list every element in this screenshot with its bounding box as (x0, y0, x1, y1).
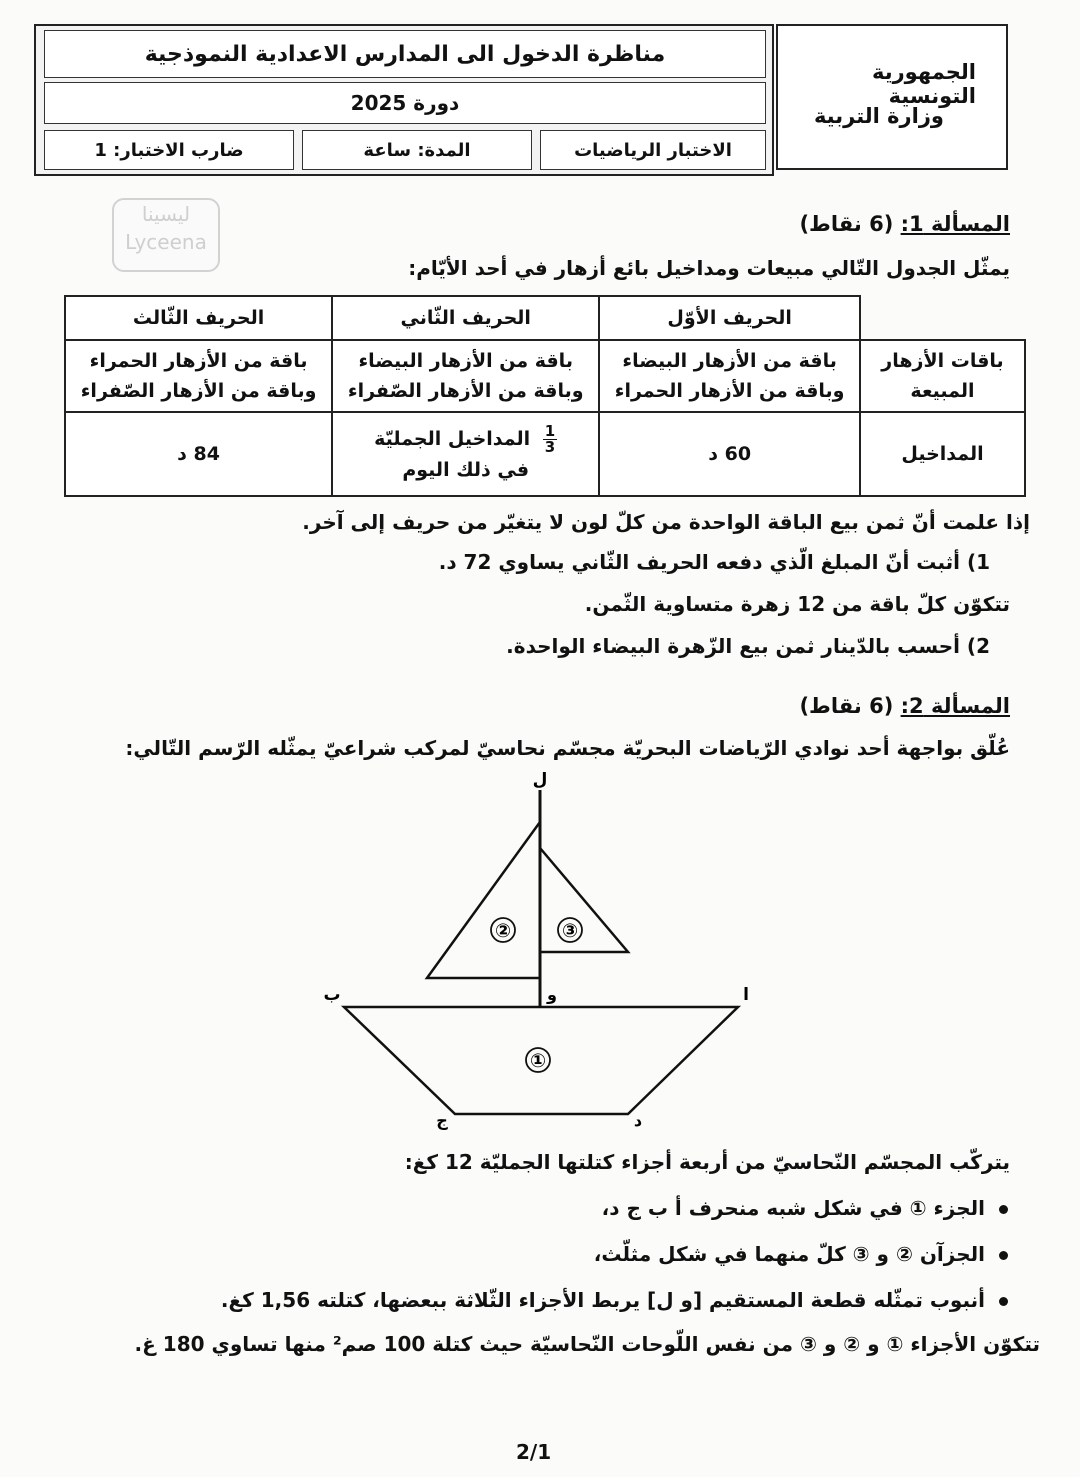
point-label-bottom-left: ج (436, 1111, 448, 1130)
page-number: 2/1 (516, 1440, 552, 1464)
row-label-income: المداخيل (860, 412, 1025, 496)
problem1-points: (6 نقاط) (799, 212, 894, 236)
problem2-points: (6 نقاط) (799, 694, 894, 718)
point-label-mid: و (547, 985, 557, 1004)
cell-bouquets-3-line1: باقة من الأزهار الحمراء (89, 350, 308, 372)
header-client-1: الحريف الأوّل (599, 296, 860, 340)
row-label-bouquets: باقات الأزهار المبيعة (860, 340, 1025, 412)
coefficient-cell: ضارب الاختبار: 1 (44, 130, 294, 170)
watermark-latin: Lyceena (125, 230, 207, 254)
sail-left-triangle (427, 822, 540, 978)
problem1-question1: 1) أثبت أنّ المبلغ الّذي دفعه الحريف الثّاني يساوي 72 د. (438, 550, 990, 574)
cell-bouquets-2-line1: باقة من الأزهار البيضاء (358, 350, 573, 372)
point-label-top: ل (532, 770, 548, 790)
watermark-arabic: ليسينا (141, 202, 191, 226)
problem1-title: المسألة 1: (900, 212, 1010, 236)
cell-income-1: 60 د (599, 412, 860, 496)
point-label-left: ب (323, 985, 341, 1005)
bullet-item (602, 1196, 1008, 1220)
bullet-dot (999, 1297, 1008, 1306)
problem2-composition: يتركّب المجسّم النّحاسيّ من أربعة أجزاء كتلتها الجمليّة 12 كغ: (404, 1150, 1010, 1174)
duration-cell: المدة: ساعة (302, 130, 532, 170)
problem1-info: تتكوّن كلّ باقة من 12 زهرة متساوية الثّمن. (584, 592, 1010, 616)
cell-income-2-text2: في ذلك اليوم (402, 458, 530, 481)
cell-bouquets-3-line2: وباقة من الأزهار الصّفراء (80, 380, 317, 402)
header-client-3: الحريف الثّالث (65, 296, 332, 340)
ministry-label: وزارة التربية (813, 104, 944, 128)
session-label: دورة 2025 (44, 82, 766, 124)
exam-title: مناظرة الدخول الى المدارس الاعدادية النموذجية (44, 30, 766, 78)
header-client-2: الحريف الثّاني (332, 296, 599, 340)
cell-bouquets-1-line2: وباقة من الأزهار الحمراء (614, 380, 845, 402)
fraction-denominator: 3 (544, 437, 556, 456)
cell-bouquets-1-line1: باقة من الأزهار البيضاء (622, 350, 837, 372)
bullet-text-1: الجزء ① في شكل شبه منحرف أ ب ج د، (601, 1196, 985, 1220)
bullet-text-2: الجزآن ② و ③ كلّ منهما في شكل مثلّث، (593, 1242, 985, 1266)
bullet-dot (999, 1205, 1008, 1214)
bullet-dot (999, 1251, 1008, 1260)
problem1-question2: 2) أحسب بالدّينار ثمن بيع الزّهرة البيضاء الواحدة. (506, 634, 990, 658)
problem1-note: إذا علمت أنّ ثمن بيع الباقة الواحدة من كلّ لون لا يتغيّر من حريف إلى آخر. (302, 510, 1030, 534)
point-label-bottom-right: د (633, 1111, 643, 1130)
problem2-intro: عُلّق بواجهة أحد نوادي الرّياضات البحريّة مجسّم نحاسيّ لمركب شراعيّ يمثّله الرّسم التّالي: (125, 736, 1010, 760)
bullet-item (221, 1288, 1008, 1312)
part1-label: ① (529, 1050, 547, 1072)
subject-cell: الاختبار الرياضيات (540, 130, 766, 170)
bullet-item (594, 1242, 1008, 1266)
part2-label: ② (494, 920, 512, 942)
cell-bouquets-2-line2: وباقة من الأزهار الصّفراء (347, 380, 584, 402)
problem2-title: المسألة 2: (900, 694, 1010, 718)
sail-right-triangle (540, 848, 628, 952)
part3-label: ③ (561, 920, 579, 942)
cell-income-3: 84 د (65, 412, 332, 496)
problem1-intro: يمثّل الجدول التّالي مبيعات ومداخيل بائع أزهار في أحد الأيّام: (408, 256, 1010, 280)
republic-label: الجمهورية التونسية (871, 60, 976, 108)
cell-income-2-text1: المداخيل الجمليّة (374, 427, 531, 450)
bullet-text-3: أنبوب تمثّله قطعة المستقيم [و ل] يربط الأجزاء الثّلاثة ببعضها، كتلته 1,56 كغ. (220, 1288, 985, 1312)
problem2-last-line: تتكوّن الأجزاء ① و ② و ③ من نفس اللّوحات النّحاسيّة حيث كتلة 100 صم² منها تساوي 180 غ. (134, 1332, 1040, 1356)
point-label-right: ا (743, 985, 749, 1005)
fraction-numerator: 1 (544, 421, 556, 440)
